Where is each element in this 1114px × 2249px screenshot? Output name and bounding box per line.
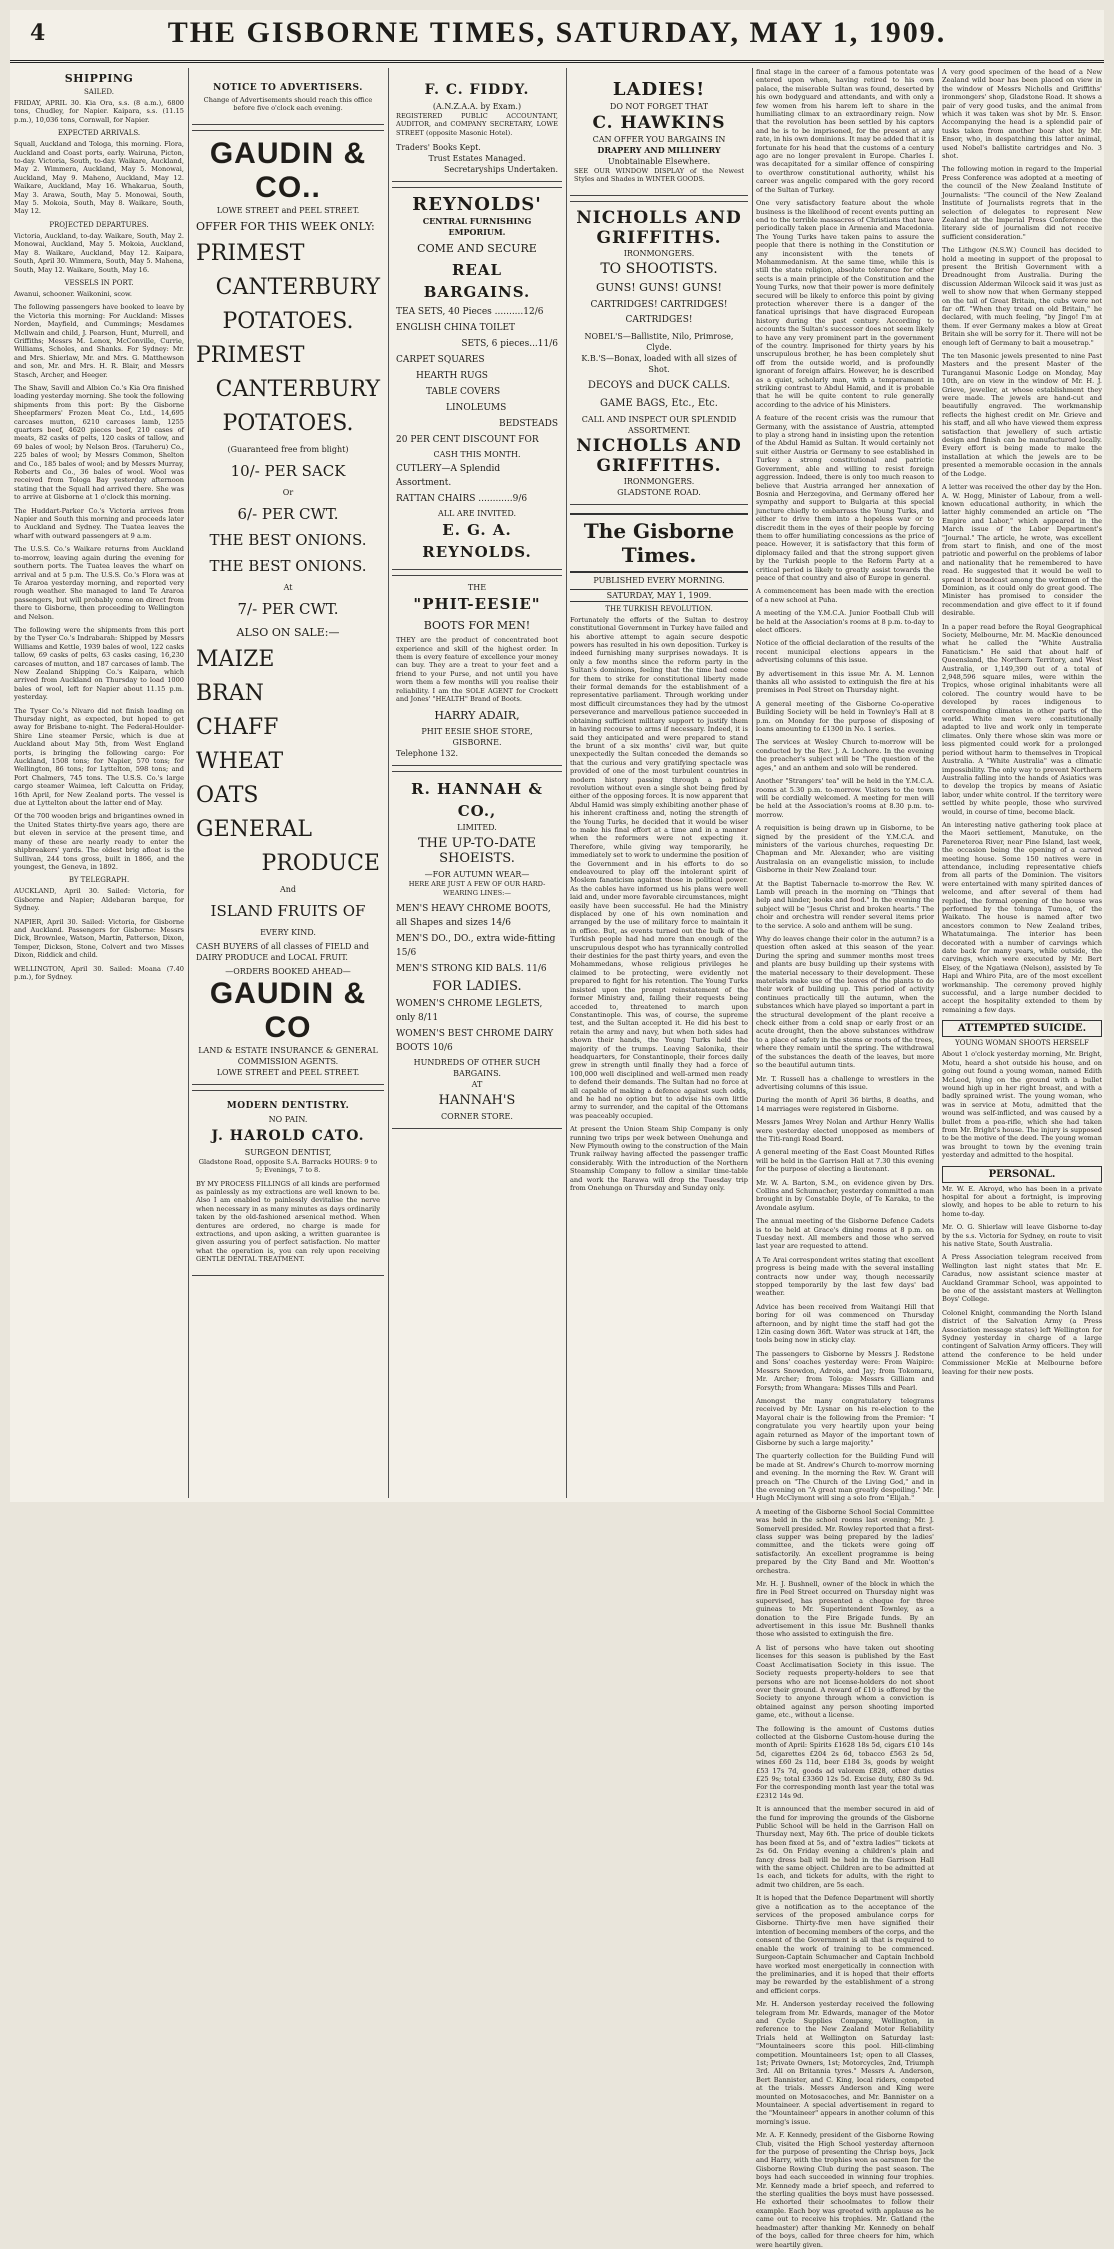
cato-name: J. HAROLD CATO. — [211, 1127, 365, 1144]
news-paragraph: Mr. T. Russell has a challenge to wrestlers in the advertising columns of this issue. — [756, 1074, 934, 1091]
news-paragraph: The ten Masonic jewels presented to nine Past Masters and the present Master of the Turanganui Masonic Lodge on Monday, May 10th, are on view in the window of Mr. H. J. Grieve, jeweller, at whose establishment they were made. The jewels are hand-cut and beautifully engraved. The workmanship reflects the highest credit on Mr. Grieve and his staff, and all who have viewed them express satisfaction that jewellery of such artistic design and finish can be manufactured locally. Every effort is being made to make the installation at which the jewels are to be presented a memorable occasion in the annals of the Lodge. — [942, 352, 1102, 478]
cato-title: SURGEON DENTIST, — [244, 1147, 332, 1157]
hawkins-offer: CAN OFFER YOU BARGAINS IN — [592, 135, 726, 144]
expected-heading: EXPECTED ARRIVALS. — [57, 129, 141, 138]
uss-text: The U.S.S. Co.'s Waikare returns from Auckland to-morrow, leaving again during the evening for southern ports. The Tuatea leaves the wharf on arrival and at 5 p.m. The U.S.S. Co.'s Flora was at Te Araroa yesterday morning, and reported very rough weather. She managed to land Te Araroa passengers, but will probably come on direct from there to Gisborne, then proceeding to Wellington and Nelson. — [14, 545, 184, 621]
suicide-heading: ATTEMPTED SUICIDE. — [942, 1020, 1102, 1037]
news-paragraph: The annual meeting of the Gisborne Defence Cadets is to be held at Grace's dining rooms at 8 p.m. on Tuesday next. All members and those who served last year are requested to attend. — [756, 1217, 934, 1251]
page-number: 4 — [30, 20, 46, 46]
huddart-text: The Huddart-Parker Co.'s Victoria arrives from Napier and South this morning and proceeds later to Auckland and Sydney. The Tuatea leaves the wharf with outward passengers at 9 a.m. — [14, 506, 184, 540]
news-paragraph: Another "Strangers' tea" will be held in the Y.M.C.A. rooms at 5.30 p.m. to-morrow. Visitors to the town will be cordially welcomed. A meeting for men will be held at the Association's rooms at 8.30 p.m. to-morrow. — [756, 777, 934, 819]
adair-town: GISBORNE. — [452, 738, 502, 748]
kaipara-text: The following were the shipments from this port by the Tyser Co.'s Indrabarah: Shipped by Messrs Williams and Kettle, 1939 bales of wool, 122 casks tallow, 69 casks of pelts, 63 casks casing, 16,230 carcases of mutton, and 187 carcases of lamb. The New Zealand Shipping Co.'s Kaipara, which arrived from Auckland on Thursday to load 1000 bales of wool, left for Napier about 11.15 p.m. yesterday. — [14, 625, 184, 702]
produce-label: PRODUCE — [261, 850, 380, 876]
gaudin-name: GAUDIN & CO — [209, 976, 367, 1044]
news-paragraph: A letter was received the other day by the Hon. A. W. Hogg, Minister of Labour, from a well-known educational authority, in which the latter highly commended an article on "The Empire and Labor," which appeared in the March issue of the Labor Department's "Journal." The article, he wrote, was excellent from start to finish, and one of the most patriotic and powerful on the problems of labor and nationality that he remembered to have read. He suggested that it would be well to spread it broadcast among the workmen of the Dominion, as it could only do great good. The Minister has promised to consider the recommendation and give effect to it if found desirable. — [942, 483, 1102, 618]
onion-price: 7/- PER CWT. — [237, 599, 339, 618]
linoleums: LINOLEUMS — [446, 403, 507, 414]
general-label: GENERAL — [196, 816, 313, 842]
column-shipping — [14, 68, 184, 1498]
news-paragraph: It is hoped that the Defence Department will shortly give a notification as to the acceptance of the services of the proposed ambulance corps for Gisborne. Thirty-five men have signified their intention of becoming members of the corps, and the consent of the Government is all that is required to enable the work of training to be commenced. Surgeon-Captain Schumacher and Captain Inchbold have worked most energetically in connection with the preliminaries, and it is hoped that their efforts may be rewarded by the establishment of a strong and efficient corps. — [756, 1894, 934, 1995]
discount: 20 PER CENT DISCOUNT FOR — [396, 435, 539, 446]
suicide-subheading: YOUNG WOMAN SHOOTS HERSELF — [955, 1039, 1089, 1048]
bran-label: BRAN — [196, 680, 264, 706]
news-paragraph: A meeting of the Y.M.C.A. Junior Football Club will be held at the Association's rooms at 8 p.m. to-day to elect officers. — [756, 609, 934, 634]
carpet-squares: CARPET SQUARES — [396, 355, 485, 366]
column-gaudin-ads — [192, 68, 384, 1498]
fiddy-books: Traders' Books Kept. — [396, 143, 481, 153]
wooden-text: Of the 700 wooden brigs and brigantines owned in the United States thirty-five years ago, there are but eleven in service at the present time, and many of these are nearly ready to enter the shipbreakers' yards. The oldest brig afloat is the Sullivan, 244 tons gross, built in 1866, and the youngest, the Geneva, in 1892. — [14, 812, 184, 871]
column-rule — [752, 68, 753, 1498]
primest-label: PRIMEST — [196, 342, 305, 368]
also-on-sale: ALSO ON SALE:— — [236, 625, 340, 639]
best-onions-label: THE BEST ONIONS. — [209, 530, 367, 549]
news-paragraph: A feature of the recent crisis was the rumour that Germany, with the assistance of Austria, attempted to play a strong hand in insisting upon the retention of the Abdul Hamid as Sultan. It would certainly not suit either Austria or Germany to see established in Turkey a strong constitutional and patriotic Government, able and willing to resist foreign aggression. Indeed, there is only too much reason to believe that Austria arranged her annexation of Bosnia and Herzegovina, and Germany offered her sympathy and support to Bulgaria at this special juncture chiefly to embarrass the Young Turks, and either to drive them into a hopeless war or to discredit them in the eyes of their people by forcing them to offer humiliating concessions as the price of peace. However, it is satisfactory that this form of diplomacy failed and that the strong support given by the Turkish people to the Reform Party at a critical period is likely to greatly assist towards the peace of that country and also of Europe in general. — [756, 414, 934, 582]
notice-text: Change of Advertisements should reach this office before five o'clock each evening. — [203, 96, 373, 113]
cutlery: CUTLERY—A Splendid Assortment. — [396, 464, 501, 489]
toilet-sets: ENGLISH CHINA TOILET — [396, 323, 516, 334]
wheat-label: WHEAT — [196, 748, 284, 774]
news-paragraph: It is announced that the member secured in aid of the fund for improving the grounds of the Gisborne Public School will be held in the Garrison Hall on Thursday next, May 6th. The price of double tickets has been fixed at 5s, and of "extra ladies'" tickets at 2s 6d. On Friday evening a children's plain and fancy dress ball will be held in the Garrison Hall with the same object. Children are to be admitted at 1s each, and tickets for adults, with the right to admit two children, are 5s each. — [756, 1805, 934, 1889]
ship-text: At present the Union Steam Ship Company is only running two trips per week between Onehunga and New Plymouth owing to the construction of the Main Trunk railway having affected the passenger traffic considerably. With the introduction of the Northern Steamship Company to follow a similar time-table and work the Rarawa will drop the Tuesday trip from Onehunga on Thursday and Sunday only. — [570, 1125, 748, 1193]
news-paragraph: A meeting of the Gisborne School Social Committee was held in the school rooms last evening; Mr. J. Somervell presided. Mr. Rowley reported that a first-class supper was being prepared by the ladies' committee, and the tickets were going off satisfactorily. An excellent programme is being prepared by the City Band and Mr. Wootton's orchestra. — [756, 1507, 934, 1575]
shipping-text: The Shaw, Savill and Albion Co.'s Kia Ora finished loading yesterday morning. She took the following shipments from this port: By the Gisborne Sheepfarmers' Frozen Meat Co., Ltd., 14,695 carcases mutton, 6210 carcases lamb, 1255 quarters beef, 4620 pieces beef, 210 cases of meats, 82 casks of pelts, 120 casks of tallow, and 69 bales of wool; by Nelson Bros. (Taruheru) Co., 225 bales of wool; by Messrs Common, Shelton and Co., 185 bales of wool; and by Messrs Murray, Roberts and Co., 36 bales of wool. Wool was received from Tologa Bay yesterday afternoon stating that the Squall had arrived there. She was to arrive at Gisborne at 1 o'clock this morning. — [14, 383, 184, 502]
news-paragraph: A general meeting of the East Coast Mounted Rifles will be held in the Garrison Hall at 7.30 this evening for the purpose of electing a lieutenant. — [756, 1148, 934, 1174]
here-are: HERE ARE JUST A FEW OF OUR HARD-WEARING LINES:— — [408, 880, 546, 897]
notice-advertisers — [192, 73, 384, 125]
sailed-heading: SAILED. — [84, 88, 114, 96]
orders-booked: —ORDERS BOOKED AHEAD— — [225, 966, 351, 976]
potatoes-label: POTATOES. — [222, 410, 354, 436]
reynolds-name: REYNOLDS' — [412, 194, 542, 216]
fiddy-name: F. C. FIDDY. — [424, 82, 530, 98]
limited-label: LIMITED. — [457, 823, 497, 833]
gaudin-address: LOWE STREET and PEEL STREET. — [216, 205, 360, 215]
newspaper-page — [10, 10, 1104, 2249]
masthead-title: THE GISBORNE TIMES, SATURDAY, MAY 1, 1909. — [167, 16, 947, 49]
price-per-sack: 10/- PER SACK — [230, 461, 346, 480]
news-paragraph: final stage in the career of a famous potentate was entered upon when, having retired to his own palace, the miserable Sultan was found, deserted by his own bodyguard and attendants, and with only a few women from his harem left to share in the humiliating climax to an extraordinary reign. Now that the revolution has been settled by his captors and he is to be imprisoned, for the present at any rate, in his own dominions. It may be added that it is fortunate for his head that the customs of a century ago are no longer prevalent in Europe. Charles I. was decapitated for a similar offence of conspiring to overthrow constitutional authority, whilst his career was angelic compared with the gory record of the Sultan of Turkey. — [756, 68, 934, 194]
mens-strong: MEN'S STRONG KID BALS. 11/6 — [396, 964, 547, 975]
table-covers: TABLE COVERS — [426, 387, 501, 398]
guns-line: GUNS! GUNS! GUNS! — [596, 280, 722, 294]
news-paragraph: Mr. W. A. Barton, S.M., on evidence given by Drs. Collins and Schumacher, yesterday committed a man brought in by Constable Doyle, of Te Karaka, to the Avondale asylum. — [756, 1178, 934, 1212]
hannah-advert — [392, 771, 562, 1129]
shipping-heading: SHIPPING — [64, 72, 134, 85]
potatoes-label: POTATOES. — [222, 308, 354, 334]
hearth-rugs: HEARTH RUGS — [416, 371, 488, 382]
news-paragraph: The Lithgow (N.S.W.) Council has decided to hold a meeting in support of the proposal to present the British Government with a Dreadnought from Australia. During the discussion Alderman Wilcock said it was just as well to show now that when Germany stepped on the tail of Great Britain, the cubs were not far off. "When they tread on old Britain," he declared, with much feeling, "by Jingo! I'm at them. If ever Germany makes a blow at Great Britain she will be sorry for it. There will not be enough left of Germany to bait a mousetrap." — [942, 246, 1102, 347]
dentistry-advert — [192, 1090, 384, 1276]
news-paragraph: One very satisfactory feature about the whole business is the likelihood of recent events putting an end to the terrible massacres of Christians that have periodically taken place in Armenia and Macedonia. The Young Turks have taken pains to assure the people that there is nothing in the Constitution or any inconsistent with the tenets of Mohammedanism. At the same time, while this is still the state religion, absolute tolerance for other sects is a main principle of the Constitution and the Young Turks, now that their power is more definitely secured will be likely to enforce this point by giving protection wherever there is a danger of the fanatical uprisings that have disgraced European history during the past century. According to accounts the Sultan's successor does not seem likely to have any very prominent part in the government of the country. Imprisoned for thirty years by his unscrupulous brother, he has been completely shut off from the outside world, and is profoundly ignorant of foreign affairs. However, he is described as a quiet, scholarly man, with a temperament in striking contrast to Abdul Hamid, and it is probable that he will be quite content to rule generally according to the advice of his Ministers. — [756, 199, 934, 409]
sailed-text: FRIDAY, APRIL 30. Kia Ora, s.s. (8 a.m.), 6800 tons, Chudley, for Napier. Kaipara, s.s. (11.15 p.m.), 10,036 tons, Cornwall, for Napier. — [14, 99, 184, 124]
column-editorial — [570, 68, 748, 1498]
personal-item: Mr. W. E. Akroyd, who has been in a private hospital for about a fortnight, is improving slowly, and hopes to be able to return to his home to-day. — [942, 1184, 1102, 1218]
hannahs-label: HANNAH'S — [438, 1093, 516, 1109]
phit-text: THEY are the product of concentrated boot experience and skill of the highest order. In them is every feature of excellence your money can buy. They are a treat to your feet and a friend to your Purse, and not until you have worn them a few months will you realise their reliability. I am the SOLE AGENT for Crockett and Jones' "HEALTH" Brand of Boots. — [396, 636, 558, 704]
news-paragraph: Amongst the many congratulatory telegrams received by Mr. Lysnar on his re-election to the Mayoral chair is the following from the Premier: "I congratulate you very heartily upon your being again returned as Mayor of the important town of Gisborne by such a large majority." — [756, 1396, 934, 1447]
news-paragraph: The services at Wesley Church to-morrow will be conducted by the Rev. J. A. Lochore. In the evening the preacher's subject will be "The question of the ages," and an anthem and solo will be rendered. — [756, 738, 934, 772]
news-paragraph: The following motion in regard to the Imperial Press Conference was adopted at a meeting of the council of the New Zealand Institute of Journalists: "The council of the New Zealand Institute of Journalists regrets that in the selection of delegates to represent New Zealand at the Imperial Press Conference the literary side of journalism did not receive sufficient consideration." — [942, 165, 1102, 241]
news-paragraph: An interesting native gathering took place at the Maori settlement, Manutuke, on the Pareneteroa River, near Pine Island, last week, the occasion being the opening of a carved meeting house. Some 150 natives were in attendance, including representative chiefs from all parts of the Dominion. The visitors were entertained with many spirited dances of welcome, and after several of them had replied, the formal opening of the house was performed by the tohunga Tumoa, of the Waikato. The house is named after two ancestors common to New Zealand tribes, Whatatumainga. The interior has been decorated with a number of carvings which date back for many years, while outside, the carvings, which were executed by Mr. Bert Elsey, of the Ngatiawa (Nelson), assisted by Te Hapi and Whiro Pita, are of the most excellent workmanship. The ceremony proved highly successful, and a large number decided to accept the hospitality extended to them by remaining a few days. — [942, 820, 1102, 1014]
at-label: At — [283, 582, 293, 592]
cato-text: BY MY PROCESS FILLINGS of all kinds are performed as painlessly as my extractions are well known to be. Also I am enabled to painlessly devitalise the nerve when necessary in as many minutes as days ordinarily taken by the old-fashioned arsenical method. When dentures are ordered, no charge is made for extractions, and upon asking, a written guarantee is given assuring you of perfect satisfaction. No matter what the operation is, you can rely upon receiving GENTLE DENTAL TREATMENT. — [196, 1179, 380, 1264]
hundreds: HUNDREDS OF OTHER SUCH BARGAINS. — [413, 1058, 541, 1079]
column-personal — [942, 68, 1102, 1498]
fiddy-advert — [392, 73, 562, 182]
or-label: Or — [282, 487, 294, 497]
fiddy-sec: Secretaryships Undertaken. — [443, 165, 558, 175]
news-paragraph: A Te Arai correspondent writes stating that excellent progress is being made with the several installing contracts now under way, though necessarily stopped temporarily by the last few days' bad weather. — [756, 1255, 934, 1298]
toilet-price: SETS, 6 pieces...11/6 — [461, 339, 558, 350]
vessels-text: Awanui, schooner. Waikonini, scow. — [14, 289, 132, 298]
passengers-text: The following passengers have booked to leave by the Victoria this morning: For Auckland: Misses Norden, Mayfield, and Cummings; Mesdames Mcllwain and child, J. Pearson, Hunt, Murrell, and Griffiths; Messrs M. Lenox, McConville, Currie, Williams, Scholes, and Shanks. For Sydney: Mr. and Mrs. Shierlaw, Mr. and Mrs. G. Matthewson and son, Mr. and Mrs. H. R. Blair, and Messrs Stasch, Archer, and Heeger. — [14, 303, 184, 379]
gladstone-road: GLADSTONE ROAD. — [617, 487, 701, 497]
bedsteads: BEDSTEADS — [498, 419, 558, 430]
gaudin-advert — [192, 130, 384, 1085]
guaranteed-note: (Guaranteed free from blight) — [227, 444, 349, 454]
oats-label: OATS — [196, 782, 259, 808]
hannah-sub: THE UP-TO-DATE SHOEISTS. — [417, 836, 536, 867]
all-invited: ALL ARE INVITED. — [437, 509, 517, 519]
phit-name: "PHIT-EESIE" — [413, 595, 541, 614]
news-paragraph: A general meeting of the Gisborne Co-operative Building Society will be held in Townley's Hall at 8 p.m. on Monday for the purpose of disposing of loans amounting to £1300 in No. 1 series. — [756, 699, 934, 734]
mens-do: MEN'S DO., DO., extra wide-fitting 15/6 — [396, 934, 556, 959]
cash-month: CASH THIS MONTH. — [433, 450, 521, 460]
napier-text: NAPIER, April 30. Sailed: Victoria, for Gisborne and Auckland. Passengers for Gisborne: Messrs Dick, Brownlee, Watson, Martin, Patterson, Dixon, Temper, Dickson, Stone, Colvert and two Misses Dixon, Riddick and child. — [14, 917, 184, 960]
column-rule — [566, 68, 567, 1498]
reynolds-signature: E. G. A. REYNOLDS. — [422, 521, 532, 562]
news-paragraph: At the Baptist Tabernacle to-morrow the Rev. W. Lamb will preach in the morning on "Things that help and hinder, books and food." In the evening the subject will be "Jesus Christ and broken hearts." The choir and orchestra will render several items prior to the service. A solo and anthem will be sung. — [756, 879, 934, 930]
chaff-label: CHAFF — [196, 714, 279, 740]
column-rule — [388, 68, 389, 1498]
news-paragraph: In a paper read before the Royal Geographical Society, Melbourne, Mr. M. MacKie denounced what he called the "White Australia Fanaticism." He said that about half of Queensland, the Northern Territory, and West Australia, or 1,149,390 out of a total of 2,948,596 square miles, were within the Tropics, whose original inhabitants were all colored. The country would have to be developed by races indigenous to corresponding climates in other parts of the world. White men were constitutionally adapted to live and work only in temperate climates. Only there whose skin was more or less pigmented could work for a prolonged period without harm to themselves in Tropical Australia. A "White Australia" was a climatic impossibility. The only way to prevent Northern Australia falling into the hands of Asiatics was to develop the tropics by means of Asiatic labor, under white control. If the territory were settled by white people, those who survived would, in course of time, become black. — [942, 622, 1102, 816]
gaudin-agents: LAND & ESTATE INSURANCE & GENERAL COMMISSION AGENTS. — [198, 1045, 378, 1066]
gaudin-name: GAUDIN & CO.. — [209, 136, 367, 204]
reynolds-sub: CENTRAL FURNISHING EMPORIUM. — [422, 216, 532, 238]
drapery-millinery: DRAPERY AND MILLINERY — [597, 145, 721, 155]
ironmongers-label: IRONMONGERS. — [623, 248, 695, 258]
tyser-text: The Tyser Co.'s Nivaro did not finish loading on Thursday night, as expected, but hoped to get away for Brisbane to-night. The Federal-Houlder-Shire Line steamer Persic, which is due at Auckland about May 5th, from West England ports, is bringing the following cargo: For Auckland, 1508 tons; for Napier, 570 tons; for Wellington, 86 tons; for Lyttelton, 598 tons; and Port Chalmers, 745 tons. The U.S.S. Co.'s large cargo steamer Waimea, left Calcutta on Friday, 16th April, for New Zealand ports. The vessel is due at Lyttelton about the latter end of May. — [14, 706, 184, 808]
best-onions-label: THE BEST ONIONS. — [209, 556, 367, 575]
island-fruits-label: ISLAND FRUITS OF — [210, 901, 366, 920]
reynolds-advert — [392, 187, 562, 570]
womens-dairy: WOMEN'S BEST CHROME DAIRY BOOTS 10/6 — [396, 1029, 554, 1054]
news-paragraph: Mr. H. Anderson yesterday received the following telegram from Mr. Edwards, manager of the Motor and Cycle Supplies Company, Wellington, in reference to the New Zealand Motor Reliability Trials held at Wellington on Saturday last: "Mountaineers score this pool. Hill-climbing competition. Mountaineers 1st; open to all Classes, 1st; Private Owners, 1st; Motorcycles, 2nd, Triumph 3rd. All on Britannia tyres." Messrs A. Anderson, Bert Bannister, and C. King, local riders, competed at the trials. Messrs Anderson and King were mounted on Motosacoches, and Mr. Bannister on a Mountaineer. A special advertisement in regard to the "Mountaineer" appears in another column of this morning's issue. — [756, 2000, 934, 2126]
news-paragraph: Mr. H. J. Bushnell, owner of the block in which the fire in Peel Street occurred on Thursday night was supervised, has presented a cheque for three guineas to Mr. Superintendent Townley, as a donation to the Fire Brigade funds. By an advertisement in this issue Mr. Bushnell thanks those who assisted to extinguish the fire. — [756, 1580, 934, 1639]
nicholls-name: NICHOLLS AND GRIFFITHS. — [576, 207, 742, 248]
personal-heading: PERSONAL. — [942, 1166, 1102, 1183]
masthead — [10, 10, 1104, 63]
suicide-text: About 1 o'clock yesterday morning, Mr. Bright, Motu, heard a shot outside his house, and on going out found a young woman, named Edith McLeod, lying on the ground with a bullet wound high up in her right breast, and with a badly sprained wrist. The young woman, who was in service at Motu, admitted that the wound was self-inflicted, and was caused by a bullet from a pea-rifle, which she had taken from Mr. Bright's house. The injury is supposed to be the motive of the deed. The young woman was brought to town by the evening train yesterday and admitted to the hospital. — [942, 1050, 1102, 1160]
news-paragraph: Messrs James Wrey Nolan and Arthur Henry Wallis were yesterday elected unopposed as members of the Titi-rangi Road Board. — [756, 1118, 934, 1143]
expected-text: Squall, Auckland and Tologa, this morning. Flora, Auckland and Coast ports, early. Wairuna, Picton, to-day. Victoria, South, to-day. Waikare, Auckland, May 2. Wimmera, Auckland, May 5. Monowai, Auckland, May 9. Maheno, Auckland, May 12. Waikare, Auckland, May 16. Whakarua, South, May 3. Arawa, South, May 5. Monowai, South, May 5. Mokoia, South, May 8. Waikare, South, May 12. — [14, 140, 184, 216]
news-paragraph: During the month of April 36 births, 8 deaths, and 14 marriages were registered in Gisborne. — [756, 1096, 934, 1113]
personal-item: Colonel Knight, commanding the North Island district of the Salvation Army (a Press Association message states) left Wellington for Sydney yesterday in charge of a large contingent of Salvation Army officers. They will attend the conference to be held under Commissioner McKie at Melbourne before leaving for their new posts. — [942, 1308, 1102, 1376]
turkish-heading: THE TURKISH REVOLUTION. — [605, 604, 713, 613]
projected-heading: PROJECTED DEPARTURES. — [49, 220, 149, 229]
news-paragraph: A list of persons who have taken out shooting licenses for this season is published by the East Coast Acclimatisation Society in this issue. The Society requests property-holders to see that persons who are not license-holders do not shoot over their ground. A reward of £10 is offered by the Society to anyone through whom a conviction is obtained against any person shooting imported game, etc., without a license. — [756, 1643, 934, 1720]
news-paragraph: A requisition is being drawn up in Gisborne, to be signed by the president of the Y.M.C.A. and ministers of the various churches, requesting Dr. Chapman and Mr. Alexander, who are visiting Australasia on an evangelistic mission, to include Gisborne in their New Zealand tour. — [756, 824, 934, 875]
cartridges-line: CARTRIDGES! CARTRIDGES! CARTRIDGES! — [590, 299, 728, 325]
corner-store: CORNER STORE. — [441, 1112, 513, 1122]
no-pain-label: NO PAIN. — [268, 1114, 308, 1124]
news-paragraph: Mr. A. F. Kennedy, president of the Gisborne Rowing Club, visited the High School yesterday afternoon for the purpose of presenting the Chrisp boys, Jack and Harry, with the trophies won as oarsmen for the Gisborne Rowing Club during the past season. The boys had each succeeded in winning four trophies. Mr. Kennedy made a brief speech, and referred to the sterling qualities the boys must have possessed. He exhorted their schoolmates to follow their example. Each boy was greeted with applause as he came out to receive his trophies. Mr. Gatland (the headmaster) after thanking Mr. Kennedy on behalf of the boys, called for three cheers for him, which were heartily given. — [756, 2131, 934, 2249]
adair-name: HARRY ADAIR, — [434, 709, 520, 723]
phit-eesie-advert — [392, 575, 562, 766]
fiddy-quals: (A.N.Z.A.A. by Exam.) — [432, 102, 522, 111]
canterbury-label: CANTERBURY — [215, 376, 380, 402]
personal-item: Mr. O. G. Shierlaw will leave Gisborne to-day by the s.s. Victoria for Sydney, en route to visit his native State, South Australia. — [942, 1223, 1102, 1248]
ironmongers-label: IRONMONGERS. — [623, 476, 695, 486]
paper-title: The Gisborne Times. — [570, 513, 748, 573]
price-per-cwt: 6/- PER CWT. — [237, 504, 339, 523]
published-label: PUBLISHED EVERY MORNING. — [593, 575, 725, 585]
telegraph-heading: BY TELEGRAPH. — [68, 876, 130, 885]
womens-chrome: WOMEN'S CHROME LEGLETS, only 8/11 — [396, 999, 543, 1024]
cato-address: Gladstone Road, opposite S.A. Barracks HOURS: 9 to 5; Evenings, 7 to 8. — [198, 1157, 378, 1175]
wellington-text: WELLINGTON, April 30. Sailed: Moana (7.40 p.m.), for Sydney. — [14, 964, 184, 981]
dentistry-heading: MODERN DENTISTRY. — [226, 1100, 350, 1111]
canterbury-label: CANTERBURY — [215, 274, 380, 300]
nicholls-name: NICHOLLS AND GRIFFITHS. — [576, 435, 742, 476]
column-news — [756, 68, 934, 2249]
window-display: SEE OUR WINDOW DISPLAY of the Newest Styles and Shades in WINTER GOODS. — [574, 167, 744, 184]
fiddy-trust: Trust Estates Managed. — [428, 154, 526, 164]
decoys-line: DECOYS and DUCK CALLS. — [587, 379, 731, 391]
column-rule — [188, 68, 189, 1498]
gaudin-address: LOWE STREET and PEEL STREET. — [216, 1067, 360, 1077]
mens-chrome: MEN'S HEAVY CHROME BOOTS, all Shapes and sizes 14/6 — [396, 904, 551, 929]
news-paragraph: The passengers to Gisborne by Messrs J. Redstone and Sons' coaches yesterday were: From Waipiro: Messrs Snowdon, Adrois, and Jay; from Tokomaru, Mr. Archer; from Tologa: Messrs Gilliam and Forsyth; from Whangara: Misses Tills and Pearl. — [756, 1349, 934, 1392]
maize-label: MAIZE — [196, 646, 275, 672]
nobels-line: NOBEL'S—Ballistite, Nilo, Primrose, Clyde. — [584, 331, 734, 352]
real-bargains: REAL BARGAINS. — [423, 261, 531, 302]
news-paragraph: The following is the amount of Customs duties collected at the Gisborne Custom-house during the month of April: Spirits £1628 18s 5d, cigars £10 14s 5d, cigarettes £204 2s 6d, tobacco £563 2s 5d, wines £60 2s 11d, beer £184 3s, goods by weight £53 17s 7d, goods ad valorem £828, other duties £25 9s; total £3360 12s 5d. Excise duty, £80 3s 9d. For the corresponding month last year the total was £2312 14s 9d. — [756, 1724, 934, 1800]
fiddy-text: REGISTERED PUBLIC ACCOUNTANT, AUDITOR, and COMPANY SECRETARY, LOWE STREET (opposite Masonic Hotel). — [396, 112, 558, 137]
for-ladies: FOR LADIES. — [432, 979, 522, 995]
ladies-heading: LADIES! — [612, 79, 706, 100]
autumn-wear: —FOR AUTUMN WEAR— — [424, 870, 530, 880]
projected-text: Victoria, Auckland, to-day. Waikare, South, May 2. Monowai, Auckland, May 5. Mokoia, Auckland, May 8. Waikare, Auckland, May 12. Kaipara, South, April 30. Wimmera, South, May 5. Mahena, South, May 12. Waikare, South, May 16. — [14, 231, 184, 274]
news-paragraph: Why do leaves change their color in the autumn? is a question often asked at this season of the year. During the spring and summer months most trees and plants are busy building up their systems with the material necessary to their development. These materials make use of the leaves of the plants to do their work of building up. This period of activity continues practically till the autumn, when the substances which have played so important a part in the structural development of the plant receive a check either from a cold snap or early frost or an acute drought, then the above substances withdraw to a place of safety in the stems or roots of the trees, where they remain until the spring. The withdrawal of the substances the death of the leaves, but more so the beautiful autumn tints. — [756, 935, 934, 1070]
notice-heading: NOTICE TO ADVERTISERS. — [213, 83, 363, 93]
to-shootists: TO SHOOTISTS. — [600, 260, 718, 277]
and-label: And — [279, 884, 297, 894]
news-paragraph: Advice has been received from Waitangi Hill that boring for oil was commenced on Thursday afternoon, and by night time the staff had got the 12in casing down 36ft. Water was struck at 14ft, the tools being now in sticky clay. — [756, 1302, 934, 1345]
primest-label: PRIMEST — [196, 240, 305, 266]
at-hannahs: AT — [471, 1080, 483, 1090]
vessels-heading: VESSELS IN PORT. — [64, 278, 134, 287]
news-paragraph: A very good specimen of the head of a New Zealand wild boar has been placed on view in the window of Messrs Nicholls and Griffiths' ironmongers' shop, Gladstone Road. It shows a pair of very good tusks, and the animal from which it was taken was shot by Mr. S. Ensor. Accompanying the head is a splendid pair of tusks taken from another boar shot by Mr. Ensor, who, in despatching this latter animal, used Nobel's ballistite cartridges and No. 3 shot. — [942, 68, 1102, 161]
game-bags-line: GAME BAGS, Etc., Etc. — [600, 397, 718, 409]
hawkins-advert — [570, 73, 748, 196]
hannah-name: R. HANNAH & CO., — [411, 780, 543, 821]
nicholls-advert — [570, 201, 748, 505]
come-secure: COME AND SECURE — [417, 242, 537, 256]
news-paragraph: A commencement has been made with the erection of a new school at Puha. — [756, 587, 934, 604]
news-paragraph: By advertisement in this issue Mr. A. M. Lennon thanks all who assisted to extinguish the fire at his premises in Peel Street on Thursday night. — [756, 669, 934, 695]
rattan-chairs: RATTAN CHAIRS ............9/6 — [396, 494, 528, 505]
cash-buyers: CASH BUYERS of all classes of FIELD and DAIRY PRODUCE and LOCAL FRUIT. — [196, 941, 370, 962]
adair-shop: PHIT EESIE SHOE STORE, — [421, 727, 533, 737]
every-kind-label: EVERY KIND. — [260, 927, 316, 937]
the-label: THE — [467, 583, 487, 593]
tea-sets: TEA SETS, 40 Pieces ..........12/6 — [396, 307, 544, 318]
hawkins-name: C. HAWKINS — [592, 113, 726, 133]
issue-date: SATURDAY, MAY 1, 1909. — [570, 589, 748, 602]
news-paragraph: The quarterly collection for the Building Fund will be made at St. Andrew's Church to-morrow morning and evening. In the morning the Rev. W. Grant will preach on "The Church of the Living God," and in the evening on "A great man greatly despoiling." Mr. Hugh McClymont will sing a solo from "Elijah." — [756, 1452, 934, 1503]
do-not-forget: DO NOT FORGET THAT — [609, 102, 709, 111]
phit-sub: BOOTS FOR MEN! — [423, 619, 531, 633]
gaudin-offer: OFFER FOR THIS WEEK ONLY: — [196, 219, 375, 233]
kbs-line: K.B.'S—Bonax, loaded with all sizes of Shot. — [581, 353, 737, 374]
adair-phone: Telephone 132. — [396, 749, 459, 759]
auckland-text: AUCKLAND, April 30. Sailed: Victoria, for Gisborne and Napier; Aldebaran barque, for Sydney. — [14, 887, 184, 913]
column-rule — [938, 68, 939, 1498]
column-reynolds-ads — [392, 68, 562, 1498]
personal-item: A Press Association telegram received from Wellington last night states that Mr. E. Caradus, now assistant science master at Auckland Grammar School, was appointed to be one of the assistant masters at Wellington Boys' College. — [942, 1253, 1102, 1304]
news-paragraph: Notice of the official declaration of the results of the recent municipal elections appears in the advertising columns of this issue. — [756, 639, 934, 665]
call-inspect: CALL AND INSPECT OUR SPLENDID ASSORTMENT. — [581, 414, 737, 435]
unobtainable: Unobtainable Elsewhere. — [607, 157, 711, 166]
turkish-text: Fortunately the efforts of the Sultan to destroy constitutional Government in Turkey have failed and his abortive attempt to again secure despotic powers has resulted in his own deposition. Turkey is indeed furnishing many surprises nowadays. It is only a few months since the reform party in the Sultan's dominions, feeling that the time had come for them to strike for constitutional liberty made their formal demands for the establishment of a representative parliament. Through working under most difficult circumstances they had by the utmost perseverance and marvellous patience succeeded in obtaining sufficient military support to justify them in having recourse to arms if necessary. Indeed, it is said they anticipated and were prepared to stand the brunt of a six months' civil war, but quite unexpectedly the Sultan conceded the demands so that the curious and very gratifying spectacle was provided of one of the most turbulent countries in modern history passing through a political revolution without even a single shot being fired by either of the opposing forces. It is now apparent that Abdul Hamid was simply exhibiting another phase of his inherent craftiness and, noting the strength of the Young Turks, he decided that it would be wiser to make his final effort at a time and in a manner when the reformers were not expecting it. Therefore, while giving way temporarily, he immediately set to work to undermine the position of the Government and in his efforts to do so endeavoured to play off the intolerant spirit of Moslem fanaticism against those in political power. As the cables have informed us his plans were well laid and, under more favorable circumstances, might easily have been successful. He had the Ministry displaced by one of his own nomination and arranged by the use of military force to maintain it in office. But, as events turned out the bulk of the Turkish people had had more than enough of the unscrupulous despot who has tyrannically controlled their destinies for the past thirty years, and even the Mohammedans, whose religious privileges he claimed to be protecting, were evidently not prepared to fight for his retention. The Young Turks insisted upon the prompt reinstatement of the former Ministry and, failing their requests being acceded to, threatened to march upon Constantinople. This was, of course, the supreme test, and the Sultan accepted it. He did his best to retain the army and navy, but when both sides had shown their hands, the Young Turks held the majority of the trumps. Leaving Salonika, their headquarters, for Constantinople, their forces daily grew in strength until finally they had a force of 100,000 well disciplined and well-armed men ready to defend their demands. The Sultan had no force at all capable of making a defence against such odds, and he had no option but to advise his own little army to surrender, and the capital of the Ottomans was peaceably occupied. — [570, 615, 749, 1120]
